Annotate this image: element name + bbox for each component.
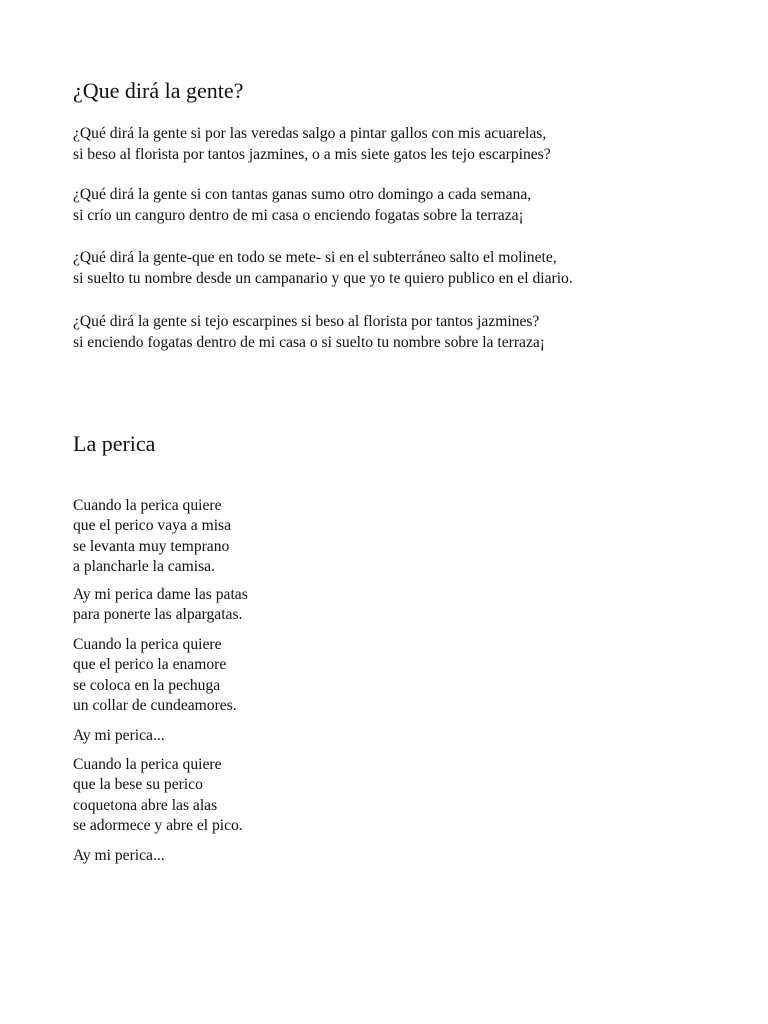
verse-line: que el perico vaya a misa [73,517,232,535]
verse-line: Ay mi perica dame las patas [73,586,248,603]
verse-line: si beso al florista por tantos jazmines, o a mis siete gatos les tejo escarpines? [73,145,551,163]
poem-title: ¿Que dirá la gente? [73,78,244,103]
verse-line: un collar de cundeamores. [73,696,237,714]
verse-line: se adormece y abre el pico. [73,816,243,834]
verse-line: Cuando la perica quiere [73,636,222,653]
stanza [73,496,231,577]
verse-line: ¿Qué dirá la gente si tejo escarpines si beso al florista por tantos jazmines? [73,313,540,330]
stanza [73,585,248,626]
verse-line: ¿Qué dirá la gente si con tantas ganas sumo otro domingo a cada semana, [73,186,532,203]
verse-line: a plancharle la camisa. [73,557,215,575]
poem-title: La perica [73,431,156,456]
verse-line: si enciendo fogatas dentro de mi casa o si suelto tu nombre sobre la terraza¡ [73,333,545,351]
stanza [73,635,237,716]
verse-line: Ay mi perica... [73,847,165,864]
verse-line: para ponerte las alpargatas. [73,606,243,624]
stanza [73,124,551,165]
verse-line: que la bese su perico [73,776,203,794]
verse-line: ¿Qué dirá la gente si por las veredas salgo a pintar gallos con mis acuarelas, [73,125,547,142]
verse-line: que el perico la enamore [73,656,227,674]
stanza [73,312,545,353]
verse-line: se coloca en la pechuga [73,676,221,694]
stanza [73,185,531,226]
verse-line: si crío un canguro dentro de mi casa o enciendo fogatas sobre la terraza¡ [73,206,524,224]
verse-line: Ay mi perica... [73,727,165,744]
verse-line: Cuando la perica quiere [73,497,222,514]
stanza [73,248,573,289]
verse-line: ¿Qué dirá la gente-que en todo se mete- si en el subterráneo salto el molinete, [73,249,557,266]
verse-line: se levanta muy temprano [73,537,230,555]
stanza [73,755,243,836]
stanza [73,726,165,746]
verse-line: si suelto tu nombre desde un campanario y que yo te quiero publico en el diario. [73,269,573,287]
verse-line: Cuando la perica quiere [73,756,222,773]
verse-line: coquetona abre las alas [73,796,218,814]
stanza [73,846,165,866]
